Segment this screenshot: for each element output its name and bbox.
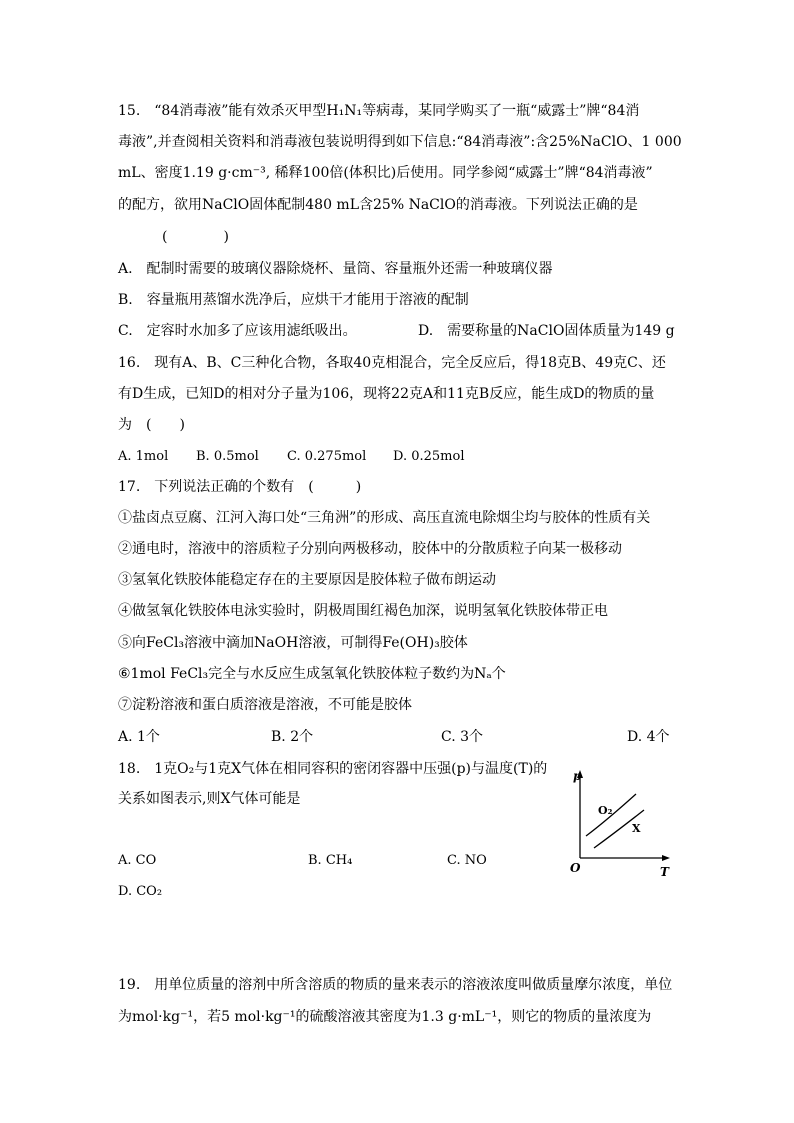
q17-statement-7: ⑦淀粉溶液和蛋白质溶液是溶液，不可能是胶体 [118, 697, 412, 713]
q18-option-d: D. CO₂ [118, 884, 163, 899]
q17-option-c: C. 3个 [441, 729, 484, 745]
q16-option-d: D. 0.25mol [393, 449, 465, 464]
q19-line-2: 为mol·kg⁻¹，若5 mol·kg⁻¹的硫酸溶液其密度为1.3 g·mL⁻¹，则它的物质的量浓度为 [118, 1009, 652, 1025]
q18-line-2: 关系如图表示,则X气体可能是 [118, 791, 301, 807]
q15-line-1: 15. “84消毒液”能有效杀灭甲型H₁N₁等病毒，某同学购买了一瓶“威露士”牌“84消 [118, 103, 640, 119]
y-axis-label: p [573, 769, 582, 783]
q17-option-d: D. 4个 [627, 729, 670, 745]
x-axis-label: T [660, 865, 669, 879]
o2-curve-label: O₂ [598, 804, 613, 817]
q15-line-3: mL、密度1.19 g·cm⁻³, 稀释100倍(体积比)后使用。同学参阅“威露士”牌“84消毒液” [118, 165, 653, 181]
q17-statement-1: ①盐卤点豆腐、江河入海口处“三角洲”的形成、高压直流电除烟尘均与胶体的性质有关 [118, 510, 651, 526]
q15-option-c: C. 定容时水加多了应该用滤纸吸出。 [118, 323, 357, 339]
q16-option-c: C. 0.275mol [287, 449, 367, 464]
q17-statement-6: ⑥1mol FeCl₃完全与水反应生成氢氧化铁胶体粒子数约为Nₐ个 [118, 666, 506, 682]
q15-answer-blank: ( ) [162, 229, 229, 245]
pressure-temperature-graph [566, 766, 678, 880]
x-curve-label: X [632, 822, 641, 835]
q16-line-2: 有D生成，已知D的相对分子量为106，现将22克A和11克B反应，能生成D的物质的量 [118, 386, 655, 402]
q19-line-1: 19. 用单位质量的溶剂中所含溶质的物质的量来表示的溶液浓度叫做质量摩尔浓度，单位 [118, 977, 673, 993]
q17-stem: 17. 下列说法正确的个数有 ( ) [118, 479, 362, 495]
q17-option-b: B. 2个 [271, 729, 314, 745]
origin-label: O [570, 861, 581, 875]
q17-statement-2: ②通电时，溶液中的溶质粒子分别向两极移动，胶体中的分散质粒子向某一极移动 [118, 541, 622, 557]
q17-option-a: A. 1个 [118, 729, 160, 745]
q15-option-b: B. 容量瓶用蒸馏水洗净后，应烘干才能用于溶液的配制 [118, 292, 469, 308]
q16-line-3: 为 ( ) [118, 417, 185, 433]
q17-statement-3: ③氢氧化铁胶体能稳定存在的主要原因是胶体粒子做布朗运动 [118, 572, 496, 588]
q18-option-b: B. CH₄ [308, 853, 353, 868]
q16-option-b: B. 0.5mol [196, 449, 259, 464]
q15-line-2: 毒液”,并查阅相关资料和消毒液包装说明得到如下信息:“84消毒液”:含25%NaClO、1 000 [118, 134, 682, 150]
q17-statement-4: ④做氢氧化铁胶体电泳实验时，阴极周围红褐色加深，说明氢氧化铁胶体带正电 [118, 603, 608, 619]
q15-option-a: A. 配制时需要的玻璃仪器除烧杯、量筒、容量瓶外还需一种玻璃仪器 [118, 261, 553, 277]
q15-line-4: 的配方，欲用NaClO固体配制480 mL含25% NaClO的消毒液。下列说法正确的是 [118, 197, 638, 213]
q15-option-d: D. 需要称量的NaClO固体质量为149 g [418, 323, 675, 339]
q18-option-c: C. NO [447, 853, 487, 868]
q16-line-1: 16. 现有A、B、C三种化合物，各取40克相混合，完全反应后，得18克B、49克C、还 [118, 355, 666, 371]
q18-option-a: A. CO [118, 853, 157, 868]
q16-option-a: A. 1mol [118, 449, 169, 464]
q18-line-1: 18. 1克O₂与1克X气体在相同容积的密闭容器中压强(p)与温度(T)的 [118, 761, 548, 777]
q17-statement-5: ⑤向FeCl₃溶液中滴加NaOH溶液，可制得Fe(OH)₃胶体 [118, 635, 468, 651]
x-axis-arrow [662, 855, 670, 861]
